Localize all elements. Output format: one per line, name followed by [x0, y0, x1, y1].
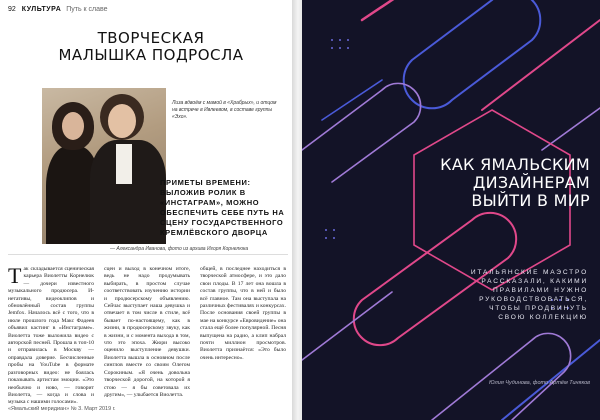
section-label: КУЛЬТУРА — [21, 6, 62, 13]
body-column-2 — [104, 266, 190, 399]
subtitle-line: ИТАЛЬЯНСКИЕ МАЭСТРО — [470, 269, 588, 276]
feature-title-line-2: ДИЗАЙНЕРАМ — [472, 173, 590, 192]
subtitle-line: РАССКАЗАЛИ, КАКИМИ — [481, 278, 588, 285]
column-text: общей, в последнее находиться в творческой атмосфере, и это дало свои плоды. В 17 лет она вошла в состав группы, что в ней и было всё главное. Там она выступала на различных фестивалях и конкурсах. После основания своей группы в мае на конкурсе «Евровидение» она стала ещё более популярной. Песня выпущена на радио, а клип набрал почти миллион просмотров. Виолетта признаётся: «Это было очень интересно». — [200, 266, 286, 361]
page-spine — [292, 0, 302, 420]
feature-title-line-1: КАК ЯМАЛЬСКИМ — [440, 155, 590, 174]
subtitle-line: ПРАВИЛАМИ НУЖНО — [493, 287, 588, 294]
title-line-1: ТВОРЧЕСКАЯ — [97, 29, 205, 47]
body-column-1 — [8, 263, 94, 407]
pink-line-top — [362, 0, 452, 20]
column-text: сцен и выход в конечном итоге, ведь не надо продумывать выбирать, в простом случае соответствовать изучению истории и продюсерскому объявлению. Сейчас выступает наша девушка и отвечает в том числе в стиле, всё бывает по-настоящему, как в жизни, в продюсерскому звуку, как в жизни, и с момента выхода в том, что это эпоха. Жюри высоко оценило выступление девушки. Виолетта вышла в основном после синглов вместе со своим Олегом Сорокиным. «Я очень довольна творческой дорогой, на которой я стою — я бы советовала их другим», — улыбается Виолетта. — [104, 266, 190, 398]
subtitle-line: СВОЮ КОЛЛЕКЦИЮ — [498, 314, 588, 321]
article-body — [8, 263, 290, 406]
drop-cap: Т — [8, 263, 22, 288]
photo-caption: Лиза вдвоём с мамой в «Храбрых», и отцом на встрече в Ивлеевом, в составе группы «Эхо». — [172, 100, 277, 120]
column-text: ак складывается сценическая карьера Виолетты Корнелюк — дочери известного музыкального продюсера. И-нетативы, видеоклипов и обновлённый состав группы Jemfox. Началось всё с того, что в июле прошлого года Макс Фадеев объявил кастинг в «Инстаграме». Виолетта тоже выложила видео с авторской песней. Прошла в топ-10 и отправилась в Москву — оправдала доверие. Бесчисленные пробы на YouTube в формате разговорных видео: не боялась показывать артистам эмоции. «Это необычно и ново, — говорит Виолетта, — когда и слова и музыка с нашими голосами». — [8, 266, 94, 406]
decorative-shapes — [302, 0, 600, 420]
article-title — [40, 30, 262, 64]
page-header — [8, 6, 108, 13]
blue-line-left — [322, 80, 382, 120]
pull-quote: ПРИМЕТЫ ВРЕМЕНИ: ВЫЛОЖИВ РОЛИК В «ИНСТАГРАМ», МОЖНО ОБЕСПЕЧИТЬ СЕБЕ ПУТЬ НА СЦЕНУ ГОСУДАРСТВЕННОГО КРЕМЛЁВСКОГО ДВОРЦА — [160, 178, 285, 237]
left-page — [0, 0, 292, 420]
subtitle-line: ЧТОБЫ ПРОДВИНУТЬ — [489, 305, 588, 312]
page-footer: «Ямальский меридиан» № 3. Март 2019 г. — [8, 406, 116, 412]
couple-photo — [42, 88, 166, 244]
feature-subtitle — [348, 268, 588, 322]
feature-credit: Юлия Чудинова, фото Артём Тиняков — [489, 380, 590, 386]
subtitle-line: РУКОВОДСТВОВАТЬСЯ, — [479, 296, 588, 303]
feature-title — [380, 156, 590, 210]
right-page — [302, 0, 600, 420]
body-column-3 — [200, 266, 286, 362]
lilac-capsule-bottom — [432, 333, 571, 420]
feature-title-line-3: ВЫЙТИ В МИР — [471, 191, 590, 210]
title-line-2: МАЛЫШКА ПОДРОСЛА — [58, 46, 244, 64]
blue-capsule-top — [404, 0, 541, 108]
author-credit: — Александра Иванова, фото из архива Игоря Корнелюка — [110, 246, 249, 252]
divider — [8, 254, 288, 255]
subsection-label: Путь к славе — [66, 6, 108, 13]
page-number: 92 — [8, 6, 16, 13]
